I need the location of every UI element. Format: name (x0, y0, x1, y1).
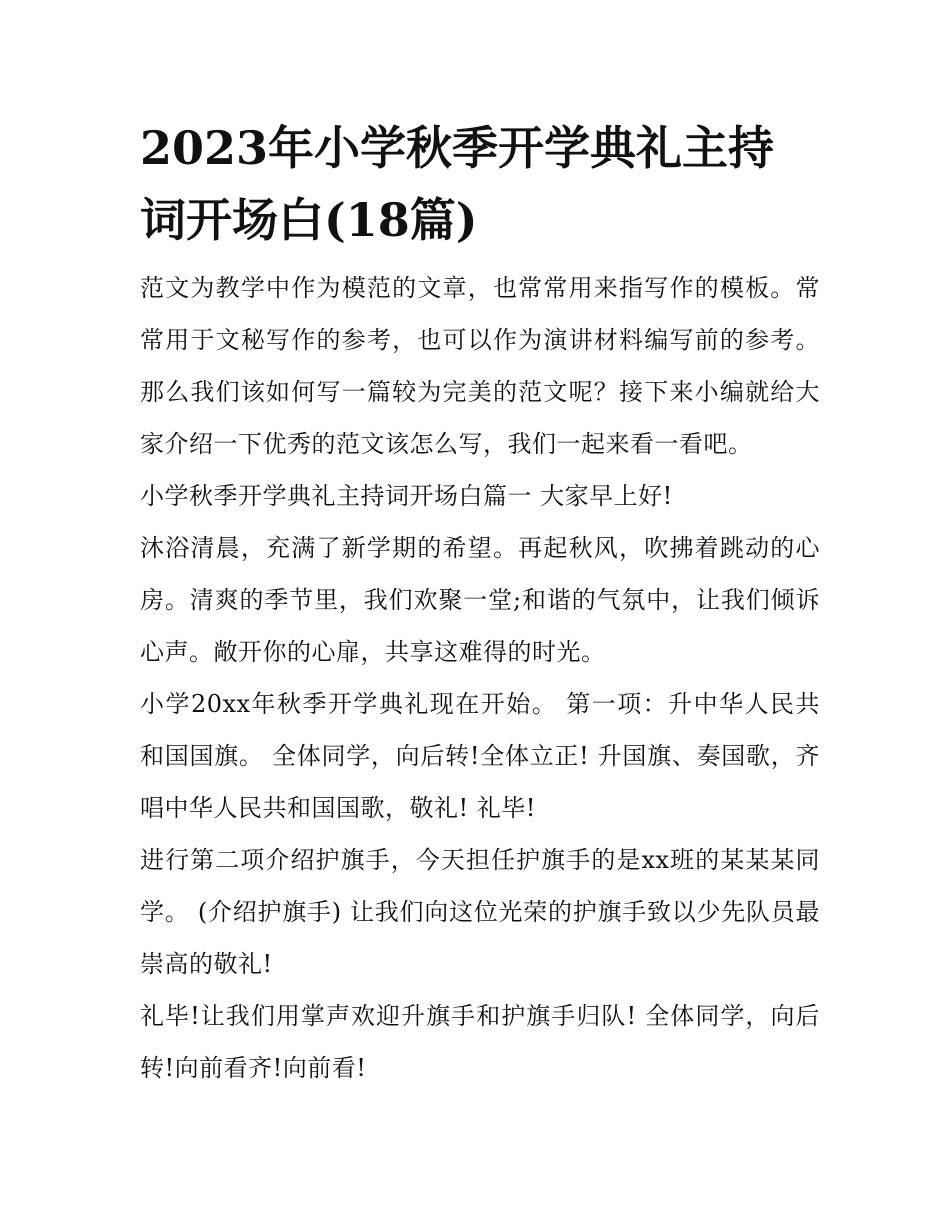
paragraph-intro: 范文为教学中作为模范的文章，也常常用来指写作的模板。常常用于文秘写作的参考，也可以作为演讲材料编写前的参考。那么我们该如何写一篇较为完美的范文呢？接下来小编就给大家介绍一下优秀的范文该怎么写，我们一起来看一看吧。 (140, 274, 820, 458)
paragraph-flag-raising: 小学20xx年秋季开学典礼现在开始。 第一项：升中华人民共和国国旗。 全体同学，向后转!全体立正! 升国旗、奏国歌，齐唱中华人民共和国国歌，敬礼! 礼毕! (140, 690, 820, 822)
paragraph-opening: 沐浴清晨，充满了新学期的希望。再起秋风，吹拂着跳动的心房。清爽的季节里，我们欢聚一堂;和谐的气氛中，让我们倾诉心声。敞开你的心扉，共享这难得的时光。 (140, 534, 820, 666)
paragraph-flag-guard: 进行第二项介绍护旗手，今天担任护旗手的是xx班的某某某同学。 (介绍护旗手) 让我们向这位光荣的护旗手致以少先队员最崇高的敬礼! (140, 846, 820, 978)
document-page (140, 112, 820, 1094)
document-title: 2023年小学秋季开学典礼主持词开场白(18篇) (140, 121, 775, 247)
paragraph-return: 礼毕!让我们用掌声欢迎升旗手和护旗手归队! 全体同学，向后转!向前看齐!向前看! (140, 1002, 820, 1082)
paragraph-section-heading: 小学秋季开学典礼主持词开场白篇一 大家早上好! (140, 482, 673, 510)
